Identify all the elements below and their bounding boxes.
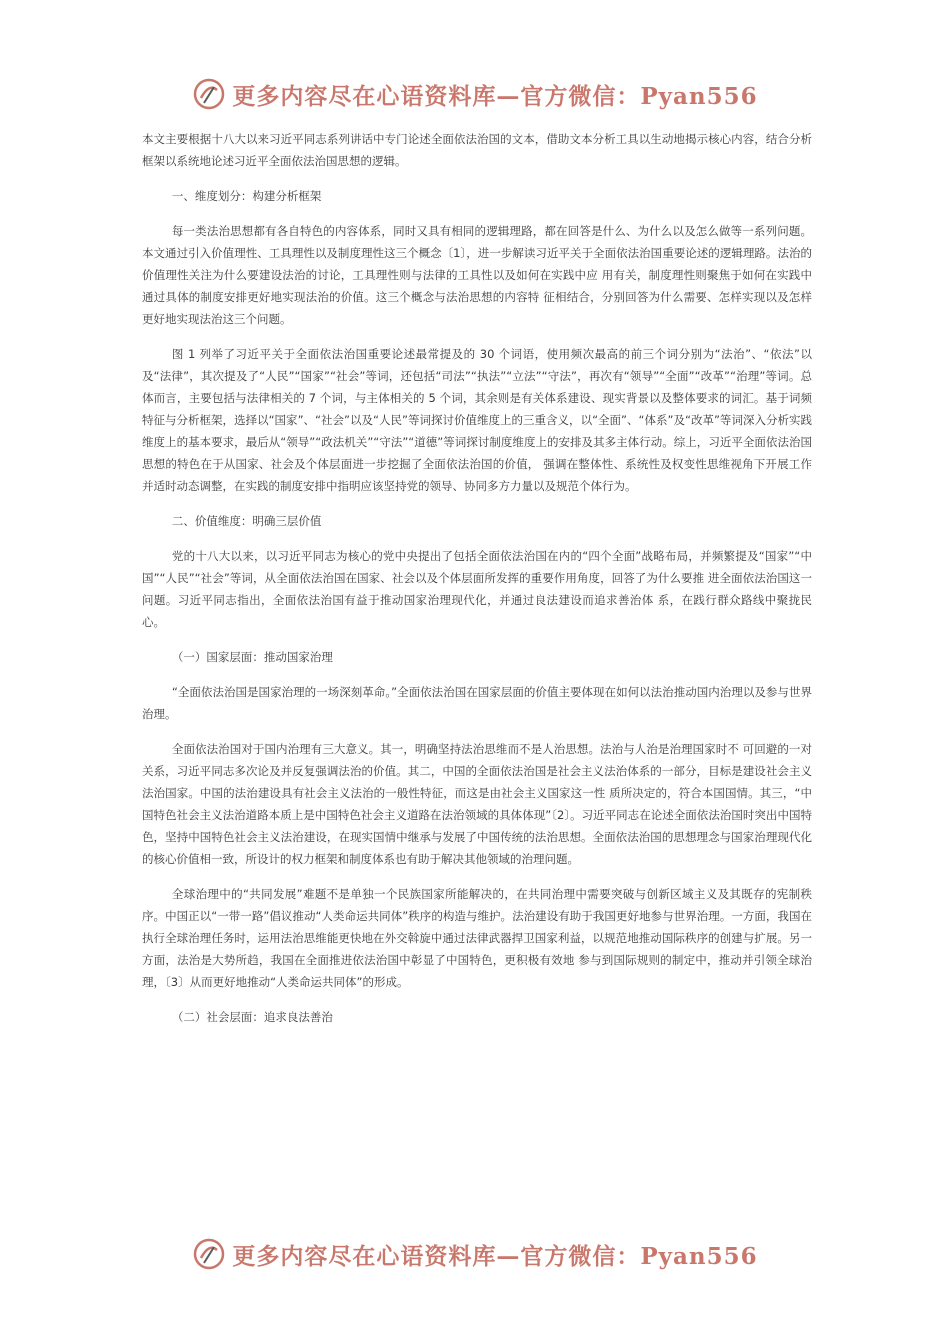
logo-icon [192, 77, 226, 111]
subsection-heading-1: （一）国家层面：推动国家治理 [171, 650, 333, 664]
intro-paragraph: 本文主要根据十八大以来习近平同志系列讲话中专门论述全面依法治国的文本，借助文本分析工具以生动地揭示核心内容，结合分析框架以系统地论述习近平全面依法治国思想的逻辑。 [142, 132, 812, 168]
header-banner [0, 74, 950, 114]
banner-text: 更多内容尽在心语资料库—官方微信：Pyan556 [232, 1242, 758, 1270]
section-heading-1: 一、维度划分：构建分析框架 [171, 189, 322, 203]
paragraph: 全球治理中的“共同发展”难题不是单独一个民族国家所能解决的，在共同治理中需要突破与创新区域主义及其既存的宪制秩序。中国正以“一带一路”倡议推动“人类命运共同体”秩序的构造与维护。法治建设有助于我国更好地参与世界治理。一方面，我国在执行全球治理任务时，运用法治思维能更快地在外交斡旋中通过法律武器捍卫国家利益，以规范地推动国际秩序的创建与扩展。另一方面，法治是大势所趋，我国在全面推进依法治国中彰显了中国特色，更积极有效地 参与到国际规则的制定中，推动并引领全球治理，〔3〕从而更好地推动“人类命运共同体”的形成。 [142, 887, 812, 989]
article-body [142, 128, 812, 1041]
paragraph: 每一类法治思想都有各自特色的内容体系，同时又具有相同的逻辑理路，都在回答是什么、为什么以及怎么做等一系列问题。本文通过引入价值理性、工具理性以及制度理性这三个概念〔1〕，进一步解读习近平关于全面依法治国重要论述的逻辑理路。法治的价值理性关注为什么要建设法治的讨论，工具理性则与法律的工具性以及如何在实践中应 用有关，制度理性则聚焦于如何在实践中通过具体的制度安排更好地实现法治的价值。这三个概念与法治思想的内容特 征相结合，分别回答为什么需要、怎样实现以及怎样更好地实现法治这三个问题。 [142, 224, 812, 326]
banner-text: 更多内容尽在心语资料库—官方微信：Pyan556 [232, 82, 758, 110]
section-heading-2: 二、价值维度：明确三层价值 [171, 514, 322, 528]
logo-icon [192, 1237, 226, 1271]
paragraph: 图 1 列举了习近平关于全面依法治国重要论述最常提及的 30 个词语，使用频次最高的前三个词分别为“法治”、“依法”以及“法律”，其次提及了“人民”“国家”“社会”等词，还包括“司法”“执法”“立法”“守法”，再次有“领导”“全面”“改革”“治理”等词。总体而言，主要包括与法律相关的 7 个词，与主体相关的 5 个词，其余则是有关体系建设、现实背景以及整体要求的词汇。基于词频特征与分析框架，选择以“国家”、“社会”以及“人民”等词探讨价值维度上的三重含义，以“全面”、“体系”及“改革”等词深入分析实践维度上的基本要求，最后从“领导”“政法机关”“守法”“道德”等词探讨制度维度上的安排及其多主体行动。综上，习近平全面依法治国思想的特色在于从国家、社会及个体层面进一步挖掘了全面依法治国的价值， 强调在整体性、系统性及权变性思维视角下开展工作并适时动态调整，在实践的制度安排中指明应该坚持党的领导、协同多方力量以及规范个体行为。 [142, 347, 812, 493]
footer-banner [0, 1234, 950, 1274]
subsection-heading-2: （二）社会层面：追求良法善治 [171, 1010, 333, 1024]
paragraph: 全面依法治国对于国内治理有三大意义。其一，明确坚持法治思维而不是人治思想。法治与人治是治理国家时不 可回避的一对关系，习近平同志多次论及并反复强调法治的价值。其二，中国的全面依法治国是社会主义法治体系的一部分，目标是建设社会主义法治国家。中国的法治建设具有社会主义法治的一般性特征，而这是由社会主义国家这一性 质所决定的，符合本国国情。其三，“中国特色社会主义法治道路本质上是中国特色社会主义道路在法治领域的具体体现”〔2〕。习近平同志在论述全面依法治国时突出中国特色，坚持中国特色社会主义法治建设，在现实国情中继承与发展了中国传统的法治思想。全面依法治国的思想理念与国家治理现代化的核心价值相一致，所设计的权力框架和制度体系也有助于解决其他领域的治理问题。 [142, 742, 812, 866]
paragraph: “全面依法治国是国家治理的一场深刻革命。”全面依法治国在国家层面的价值主要体现在如何以法治推动国内治理以及参与世界治理。 [142, 685, 812, 721]
paragraph: 党的十八大以来，以习近平同志为核心的党中央提出了包括全面依法治国在内的“四个全面”战略布局，并频繁提及“国家”“中国”“人民”“社会”等词，从全面依法治国在国家、社会以及个体层面所发挥的重要作用角度，回答了为什么要推 进全面依法治国这一问题。习近平同志指出，全面依法治国有益于推动国家治理现代化，并通过良法建设而追求善治体 系，在践行群众路线中聚拢民心。 [142, 549, 812, 629]
